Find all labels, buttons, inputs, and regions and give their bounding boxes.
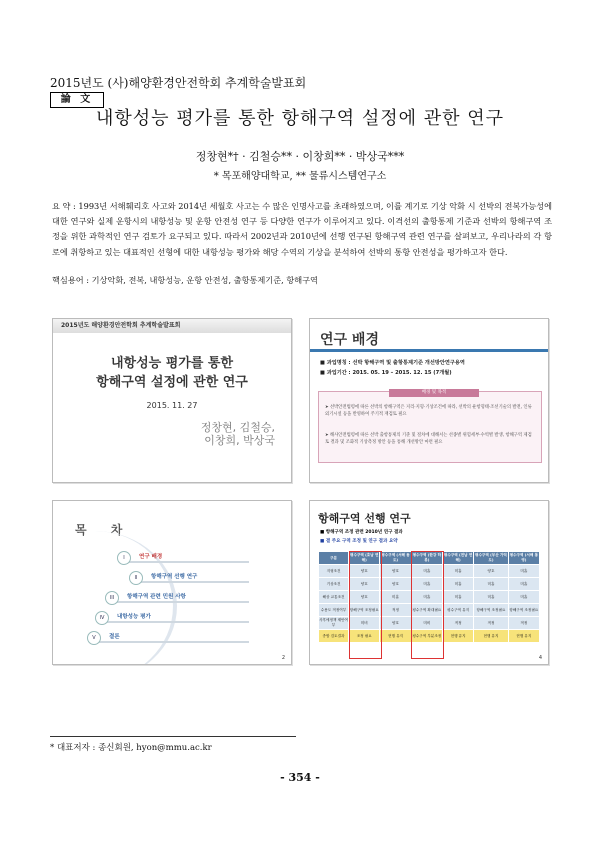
item-number: V [87, 631, 101, 645]
table-cell: 미비 [349, 617, 380, 630]
table-cell: 미흡 [411, 565, 442, 578]
keywords: 핵심용어 : 기상악화, 전복, 내항성능, 운항 안전성, 출항통제기준, 항해구역 [52, 275, 318, 285]
footnote: * 대표저자 : 종신회원, hyon@mmu.ac.kr [50, 743, 212, 753]
authors: 정창현*† · 김철승** · 이창희** · 박상국*** [195, 150, 405, 163]
slide-title-line1: 내항성능 평가를 통한 [110, 356, 234, 371]
table-cell: 미비 [411, 617, 442, 630]
table-cell: 미흡 [474, 578, 508, 591]
table-cell: 현행 유지 [508, 630, 539, 643]
table-cell: 적정 [442, 617, 473, 630]
item-number: IV [95, 611, 109, 625]
slide-background [309, 318, 549, 483]
slide-heading: 항해구역 선행 연구 [318, 512, 411, 525]
table-cell: 지형조건 [319, 565, 349, 578]
table-header-cell: 평수구역 (전남 연해) [442, 552, 473, 565]
item-number: III [105, 591, 119, 605]
slide-authors-line2: 이창희, 박상국 [204, 434, 275, 447]
conference-name: 2015년도 (사)해양환경안전학회 추계학술발표회 [50, 76, 307, 90]
item-number: II [129, 571, 143, 585]
contents-item: 항해구역 관련 민원 사항 [127, 594, 186, 600]
slide-heading: 목 차 [75, 523, 133, 537]
contents-item: 내항성능 평가 [117, 614, 151, 620]
table-header-cell: 구분 [319, 552, 349, 565]
table-cell: 양호 [380, 578, 411, 591]
table-cell: 기상조건 [319, 578, 349, 591]
table-cell: 종합 검토결과 [319, 630, 349, 643]
slide-divider [310, 349, 548, 352]
purpose-bullet-1: ➤ 선박안전법령에 따른 선박의 항해구역은 지리·지형·기상조건에 따라, 선박의 운항형태·조선기술의 발전, 인류 외기시설 등을 반영하여 주기적 재검토 필요 [325, 405, 532, 417]
table-cell: 미흡 [508, 591, 539, 604]
contents-item: 항해구역 선행 연구 [151, 574, 198, 580]
purpose-box-title: 배경 및 목적 [389, 389, 479, 397]
slide-header: 2015년도 해양환경안전학회 추계학술발표회 [53, 319, 291, 333]
slide-page-number: 4 [538, 655, 542, 661]
table-cell: 미흡 [411, 578, 442, 591]
footnote-divider [50, 736, 296, 737]
slide-title-line2: 항해구역 설정에 관한 연구 [96, 375, 248, 390]
slide-authors-line1: 정창현, 김철승, [200, 421, 275, 434]
table-cell: 평수구역 부분조정 [411, 630, 442, 643]
table-cell: 항해구역 조정필요 [474, 604, 508, 617]
table-header-cell: 평수구역 (부산 가덕도) [474, 552, 508, 565]
table-cell: 양호 [349, 578, 380, 591]
contents-item: 연구 배경 [139, 554, 163, 560]
table-cell: 적정 [380, 604, 411, 617]
article-type-tag: 論 文 [50, 92, 104, 108]
paper-title: 내항성능 평가를 통한 항해구역 설정에 관한 연구 [95, 108, 505, 129]
table-cell: 양호 [380, 617, 411, 630]
purpose-bullet-2: ➤ 해사안전법령에 따른 선박 출항통제의 기준 및 절차에 대해서는 선종별 위험세부·수역별 발생, 항해구역 제검토 결과 및 조화적 기상측정 방안 등을 통해 개선방안 마련 필요 [325, 433, 532, 445]
table-cell: 양호 [474, 565, 508, 578]
slide-page-number: 2 [281, 655, 285, 661]
table-cell: 미흡 [508, 578, 539, 591]
table-cell: 양호 [380, 565, 411, 578]
table-cell: 적정 [474, 617, 508, 630]
table-cell: 현행 유지 [442, 630, 473, 643]
table-cell: 해상 교통조건 [319, 591, 349, 604]
table-cell: 적정 [508, 617, 539, 630]
table-cell: 평수구역 유지 [442, 604, 473, 617]
table-cell: 평수구역 확대필요 [411, 604, 442, 617]
table-cell: 항해구역 조정필요 [349, 604, 380, 617]
table-cell: 수용도 적정여부 [319, 604, 349, 617]
table-header-cell: 평수구역 (서해 통영) [508, 552, 539, 565]
project-name-line: ■ 과업명칭 : 선박 항해구역 및 출항통제기준 개선방안연구용역 [320, 360, 465, 366]
slide-prior-research [309, 500, 549, 665]
project-period-line: ■ 과업기간 : 2015. 05. 19 – 2015. 12. 15 (7개월) [320, 370, 452, 376]
table-header-cell: 평수구역 (한강 하류) [411, 552, 442, 565]
item-number: I [117, 551, 131, 565]
table-cell: 미흡 [442, 565, 473, 578]
slide-date: 2015. 11. 27 [146, 401, 198, 410]
table-cell: 현행 유지 [474, 630, 508, 643]
table-cell: 양호 [349, 565, 380, 578]
contents-item: 결론 [109, 634, 120, 640]
slide-subheading: ■ 항해구역 조정 관련 2010년 연구 결과 [320, 530, 403, 535]
item-underline [99, 641, 249, 643]
purpose-box [318, 391, 542, 463]
table-cell: 양호 [349, 591, 380, 604]
table-cell: 사후에정책 제안여부 [319, 617, 349, 630]
slide-subheading: ■ 결 주요 구역 조정 및 연구 결과 요약 [320, 539, 398, 544]
slide-contents [52, 500, 292, 665]
table-cell: 미흡 [442, 578, 473, 591]
table-cell: 미흡 [474, 591, 508, 604]
slide-title [52, 318, 292, 483]
highlight-box [349, 551, 382, 659]
affiliation: * 목포해양대학교, ** 물류시스템연구소 [213, 171, 387, 182]
slide-heading: 연구 배경 [320, 332, 379, 348]
table-cell: 항해구역 조정필요 [508, 604, 539, 617]
page-number: - 354 - [280, 771, 320, 784]
highlight-box [411, 551, 444, 659]
table-cell: 미흡 [380, 591, 411, 604]
table-cell: 미흡 [411, 591, 442, 604]
table-cell: 미흡 [442, 591, 473, 604]
table-cell: 조정 필요 [349, 630, 380, 643]
abstract: 요 약 : 1993년 서해훼리호 사고와 2014년 세월호 사고는 수 많은 인명사고를 초래하였으며, 이를 계기로 기상 악화 시 선박의 전복가능성에 대한 연구와 실제 운항시의 내항성능 및 운항 안전성 연구 등 다양한 연구가 이루어지고 있다. 이격선의 출항통제 기준과 선박의 항해구역 조정을 위한 과학적인 연구 검토가 요구되고 있다. 따라서 2002년과 2010년에 선행 연구된 항해구역 관련 연구를 살펴보고, 우리나라의 각 항로에 취항하고 있는 대표적인 선형에 대한 내항성능 평가와 해당 수역의 기상을 분석하여 선박의 통항 안전성을 평가하고자 한다. [52, 201, 552, 257]
table-header-cell: 평수구역 (호남 연해) [349, 552, 380, 565]
table-header-cell: 평수구역 (서해 동도) [380, 552, 411, 565]
table-cell: 현행 유지 [380, 630, 411, 643]
table-cell: 미흡 [508, 565, 539, 578]
